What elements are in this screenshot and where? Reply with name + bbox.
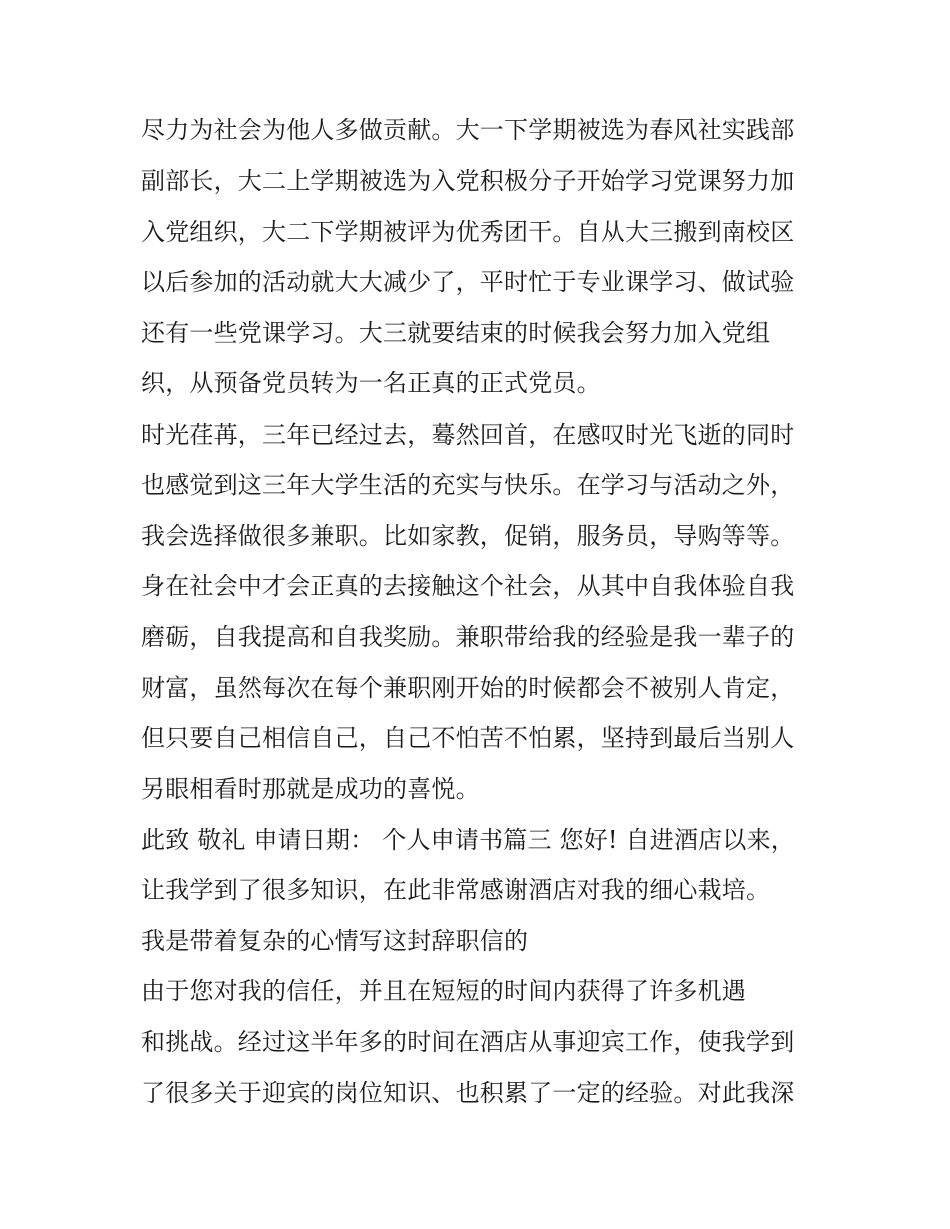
text-line: 身在社会中才会正真的去接触这个社会，从其中自我体验自我 [141,572,795,600]
text-line: 也感觉到这三年大学生活的充实与快乐。在学习与活动之外， [141,471,795,499]
text-line: 还有一些党课学习。大三就要结束的时候我会努力加入党组 [141,319,771,347]
text-line: 磨砺，自我提高和自我奖励。兼职带给我的经验是我一辈子的 [141,623,795,651]
text-line: 但只要自己相信自己，自己不怕苦不怕累，坚持到最后当别人 [141,724,795,752]
text-line: 了很多关于迎宾的岗位知识、也积累了一定的经验。对此我深 [141,1079,795,1107]
text-line: 由于您对我的信任，并且在短短的时间内获得了许多机遇 [141,977,746,1005]
text-line: 织，从预备党员转为一名正真的正式党员。 [141,369,601,397]
text-line: 我是带着复杂的心情写这封辞职信的 [141,927,529,955]
text-line: 尽力为社会为他人多做贡献。大一下学期被选为春风社实践部 [141,116,795,144]
text-line: 以后参加的活动就大大减少了，平时忙于专业课学习、做试验 [141,268,795,296]
text-line: 副部长，大二上学期被选为入党积极分子开始学习党课努力加 [141,167,795,195]
text-line: 时光荏苒，三年已经过去，蓦然回首，在感叹时光飞逝的同时 [141,421,795,449]
text-line: 另眼相看时那就是成功的喜悦。 [141,775,480,803]
text-line: 财富，虽然每次在每个兼职刚开始的时候都会不被别人肯定， [141,674,795,702]
text-line: 此致 敬礼 申请日期： 个人申请书篇三 您好! 自进酒店以来， [141,826,795,854]
text-line: 我会选择做很多兼职。比如家教，促销，服务员，导购等等。 [141,522,795,550]
text-line: 让我学到了很多知识，在此非常感谢酒店对我的细心栽培。 [141,876,771,904]
text-line: 入党组织，大二下学期被评为优秀团干。自从大三搬到南校区 [141,218,795,246]
text-line: 和挑战。经过这半年多的时间在酒店从事迎宾工作，使我学到 [141,1028,795,1056]
